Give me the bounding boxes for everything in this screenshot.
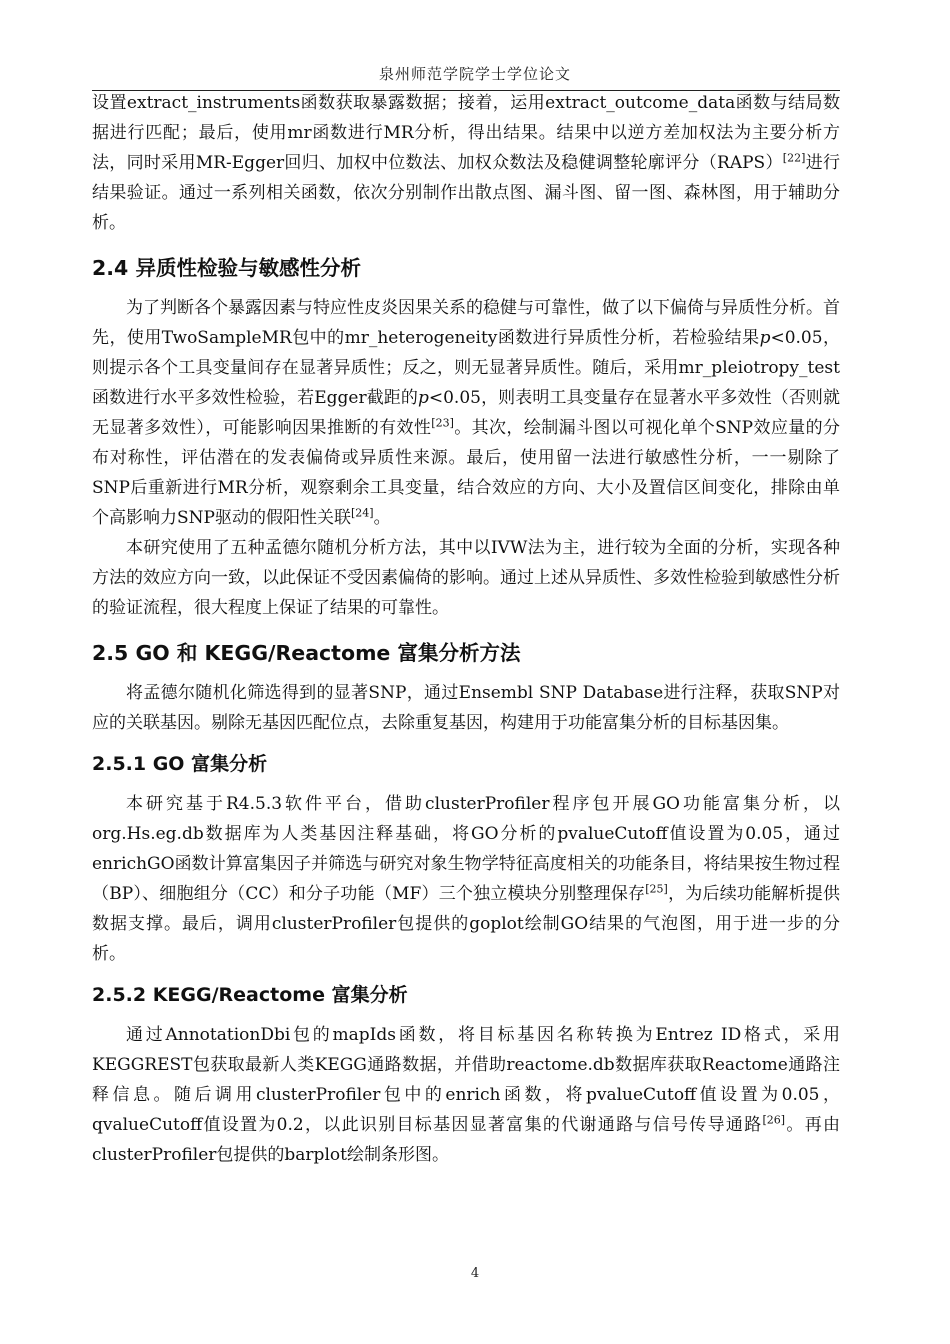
text-run: 为了判断各个暴露因素与特应性皮炎因果关系的稳健与可靠性，做了以下偏倚与异质性分析。首先，使用TwoSampleMR包中的mr_heterogeneity函数进行异质性分析，若检验结果	[92, 298, 840, 348]
intro-paragraph	[92, 88, 840, 238]
text-run: 。再由clusterProfiler包提供的barplot绘制条形图。	[92, 1115, 841, 1165]
citation-24: [24]	[350, 506, 374, 520]
p-value-symbol: p	[417, 388, 429, 408]
heading-2-4: 2.4 异质性检验与敏感性分析	[92, 256, 361, 280]
paragraph-2-5-2-1	[92, 1020, 840, 1170]
citation-22: [22]	[782, 151, 806, 165]
paragraph-2-5-1-1	[92, 789, 840, 969]
heading-2-5: 2.5 GO 和 KEGG/Reactome 富集分析方法	[92, 641, 521, 665]
heading-2-5-1: 2.5.1 GO 富集分析	[92, 753, 268, 775]
text-run: <0.05，则提示各个工具变量间存在显著异质性；反之，则无显著异质性。随后，采用mr_pleiotropy_test函数进行水平多效性检验，若Egger截距的	[92, 328, 840, 408]
running-header: 泉州师范学院学士学位论文	[378, 65, 571, 83]
page-number: 4	[470, 1266, 480, 1281]
text-run: 本研究基于R4.5.3软件平台，借助clusterProfiler程序包开展GO功能富集分析，以org.Hs.eg.db数据库为人类基因注释基础，将GO分析的pvalueCutoff值设置为0.05，通过enrichGO函数计算富集因子并筛选与研究对象生物学特征高度相关的功能条目，将结果按生物过程（BP）、细胞组分（CC）和分子功能（MF）三个独立模块分别整理保存	[92, 794, 840, 904]
paragraph-2-4-2: 本研究使用了五种孟德尔随机分析方法，其中以IVW法为主，进行较为全面的分析，实现各种方法的效应方向一致，以此保证不受因素偏倚的影响。通过上述从异质性、多效性检验到敏感性分析的验证流程，很大程度上保证了结果的可靠性。	[92, 538, 840, 618]
citation-26: [26]	[762, 1113, 786, 1127]
paragraph-2-4-1	[92, 293, 840, 533]
text-run: 。其次，绘制漏斗图以可视化单个SNP效应量的分布对称性，评估潜在的发表偏倚或异质性来源。最后，使用留一法进行敏感性分析，一一剔除了SNP后重新进行MR分析，观察剩余工具变量，结合效应的方向、大小及置信区间变化，排除由单个高影响力SNP驱动的假阳性关联	[92, 418, 840, 528]
heading-2-5-2: 2.5.2 KEGG/Reactome 富集分析	[92, 984, 408, 1006]
text-run: 通过AnnotationDbi包的mapIds函数，将目标基因名称转换为Entrez ID格式，采用KEGGREST包获取最新人类KEGG通路数据，并借助reactome.db数据库获取Reactome通路注释信息。随后调用clusterProfiler包中的enrich函数，将pvalueCutoff值设置为0.05，qvalueCutoff值设置为0.2，以此识别目标基因显著富集的代谢通路与信号传导通路	[92, 1025, 840, 1135]
intro-text-after: 进行结果验证。通过一系列相关函数，依次分别制作出散点图、漏斗图、留一图、森林图，用于辅助分析。	[92, 153, 840, 233]
text-run: 。	[373, 508, 391, 528]
page-body	[92, 88, 840, 1170]
intro-text: 设置extract_instruments函数获取暴露数据；接着，运用extract_outcome_data函数与结局数据进行匹配；最后，使用mr函数进行MR分析，得出结果。结果中以逆方差加权法为主要分析方法，同时采用MR-Egger回归、加权中位数法、加权众数法及稳健调整轮廓评分（RAPS）	[92, 93, 840, 173]
text-run: ，为后续功能解析提供数据支撑。最后，调用clusterProfiler包提供的goplot绘制GO结果的气泡图，用于进一步的分析。	[92, 884, 840, 964]
text-run: <0.05，则表明工具变量存在显著水平多效性（否则就无显著多效性），可能影响因果推断的有效性	[92, 388, 840, 438]
citation-25: [25]	[645, 882, 668, 896]
p-value-symbol: p	[759, 328, 771, 348]
paragraph-2-5-1: 将孟德尔随机化筛选得到的显著SNP，通过Ensembl SNP Database进行注释，获取SNP对应的关联基因。剔除无基因匹配位点，去除重复基因，构建用于功能富集分析的目标基因集。	[92, 683, 840, 733]
citation-23: [23]	[431, 416, 454, 430]
